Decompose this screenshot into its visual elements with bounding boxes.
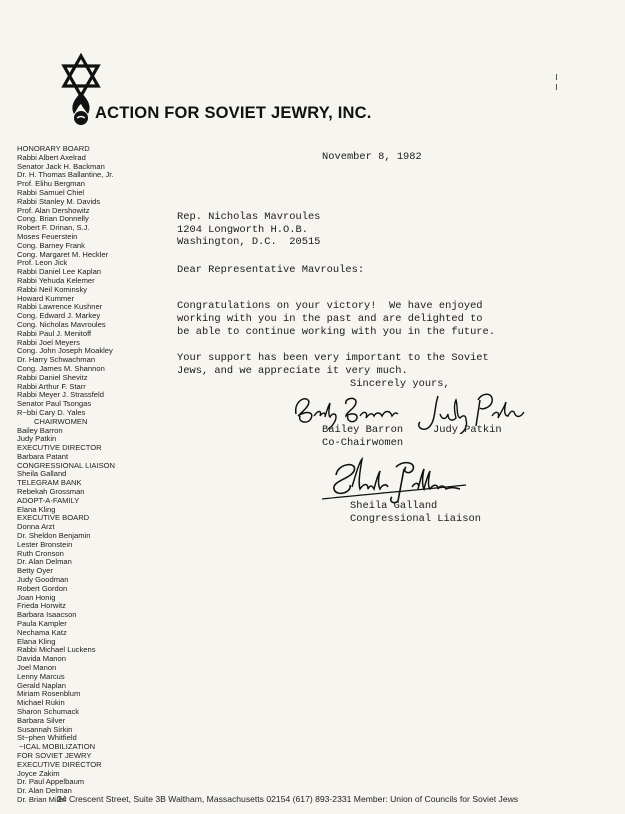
board-member-name: Cong. Margaret M. Heckler (17, 250, 109, 259)
board-member-name: Judy Goodman (17, 576, 69, 585)
board-group-heading: HONORARY BOARD (17, 145, 90, 153)
board-member-name: FOR SOVIET JEWRY (17, 751, 92, 760)
signer-barron (322, 424, 403, 449)
board-group (17, 514, 167, 743)
paragraph-line: Congratulations on your victory! We have enjoyed (177, 300, 483, 312)
board-member-name: Lenny Marcus (17, 672, 65, 681)
closing: Sincerely yours, (350, 378, 450, 390)
board-group (17, 145, 167, 418)
paragraph-line: working with you in the past and are delighted to (177, 313, 483, 325)
board-group-heading: ~ICAL MOBILIZATION (19, 743, 96, 752)
board-member-name: Barbara Isaacson (17, 611, 77, 620)
board-group (17, 497, 167, 515)
board-member-name: Michael Rukin (17, 699, 65, 708)
board-member-name: Rabbi Lawrence Kushner (17, 303, 103, 312)
recipient-address (177, 211, 320, 249)
board-group (17, 444, 167, 462)
board-member-name: Robert F. Drinan, S.J. (17, 224, 90, 233)
board-member-name: Rabbi Albert Axelrad (17, 153, 86, 162)
board-group (17, 743, 167, 761)
board-member-name: Rabbi Paul J. Menitoff (17, 329, 92, 338)
paragraph-line: be able to continue working with you in the future. (177, 326, 496, 338)
signer-title: Co-Chairwomen (322, 436, 404, 449)
board-group (17, 462, 167, 480)
board-member-name: R~bbi Cary D. Yales (17, 408, 86, 417)
board-member-name: Rabbi Michael Luckens (17, 646, 96, 655)
board-member-name: Rabbi Neil Kominsky (17, 285, 88, 294)
board-member-name: Howard Kummer (17, 294, 74, 303)
board-member-name: Robert Gordon (17, 584, 68, 593)
board-member-name: Lester Bronstein (17, 540, 73, 549)
board-member-name: Senator Jack H. Backman (17, 162, 105, 171)
board-member-name: Dr. Harry Schwachman (17, 356, 96, 365)
recipient-line: Washington, D.C. 20515 (177, 236, 321, 249)
board-group-heading: EXECUTIVE DIRECTOR (17, 444, 102, 453)
board-member-name: Cong. James M. Shannon (17, 364, 105, 373)
board-member-name: Senator Paul Tsongas (17, 400, 92, 409)
board-member-name: Dr. Alan Delman (17, 787, 72, 796)
board-member-name: Cong. John Joseph Moakley (17, 347, 113, 356)
board-member-name: Rabbi Meyer J. Strassfeld (17, 391, 104, 400)
board-member-name: Ruth Cronson (17, 549, 64, 558)
board-member-name: Rabbi Stanley M. Davids (17, 197, 101, 206)
board-member-name: Miriam Rosenblum (17, 690, 81, 699)
board-member-name: Rabbi Daniel Lee Kaplan (17, 268, 102, 277)
signer-name: Sheila Galland (350, 500, 438, 512)
board-member-name: Rabbi Daniel Shevitz (17, 373, 88, 382)
board-member-name: Cong. Nicholas Mavroules (17, 320, 106, 329)
board-member-name: Cong. Edward J. Markey (17, 312, 101, 321)
board-member-name: Moses Feuerstein (17, 232, 78, 241)
board-member-name: Rabbi Samuel Chiel (17, 188, 85, 197)
board-member-name: Dr. Sheldon Benjamin (17, 532, 91, 541)
board-member-name: Sheila Galland (17, 470, 67, 479)
board-member-name: Prof. Alan Dershowitz (17, 206, 90, 215)
board-member-name: Gerald Naplan (17, 681, 66, 690)
board-member-name: Davida Manon (17, 655, 66, 664)
board-member-name: Sharon Schumack (17, 708, 80, 716)
organization-name: ACTION FOR SOVIET JEWRY, INC. (95, 104, 372, 122)
board-group-heading: CONGRESSIONAL LIAISON (17, 461, 116, 470)
signer-patkin: Judy Patkin (433, 424, 502, 436)
paragraph-line: Your support has been very important to the Soviet (177, 352, 489, 364)
board-member-name: Prof. Leon Jick (17, 259, 68, 268)
board-member-name: Joyce Zakim (17, 769, 60, 778)
board-member-name: Rebekah Grossman (17, 488, 85, 497)
signer-name: Bailey Barron (322, 424, 404, 436)
signer-title: Congressional Liaison (350, 512, 481, 525)
board-member-name: Nechama Katz (17, 628, 67, 637)
board-member-name: Barbara Patant (17, 452, 69, 461)
paragraph-congratulations (177, 300, 495, 339)
salutation: Dear Representative Mavroules: (177, 264, 365, 276)
board-member-name: Rabbi Joel Meyers (17, 338, 80, 347)
recipient-line: Rep. Nicholas Mavroules (177, 211, 321, 223)
signer-galland (350, 500, 481, 525)
board-member-name: Barbara Silver (17, 716, 66, 725)
board-member-name: St~phen Whitfield (17, 734, 77, 743)
board-member-name: Donna Arzt (17, 523, 55, 532)
board-member-name: Cong. Brian Donnelly (17, 215, 89, 224)
board-member-name: Dr. Paul Appelbaum (17, 778, 85, 787)
board-member-name: Susannah Sirkin (17, 725, 73, 734)
board-member-name: Rabbi Arthur F. Starr (17, 382, 86, 391)
board-group-heading: TELEGRAM BANK (17, 479, 82, 488)
board-member-name: Frieda Horwitz (17, 602, 66, 611)
board-group-heading: EXECUTIVE DIRECTOR (17, 760, 102, 769)
board-member-name: Joan Honig (17, 593, 56, 602)
board-member-name: Dr. H. Thomas Ballantine, Jr. (17, 171, 114, 180)
board-member-name: Elana Kling (17, 637, 56, 646)
board-group-heading: ADOPT-A-FAMILY (17, 496, 80, 505)
letter-date: November 8, 1982 (322, 151, 422, 163)
paragraph-support (177, 352, 489, 378)
board-member-name: Joel Manon (17, 664, 57, 673)
board-member-name: Elana Kling (17, 505, 56, 514)
board-member-name: Judy Patkin (17, 435, 57, 444)
board-listing (17, 145, 167, 805)
board-member-name: Cong. Barney Frank (17, 241, 85, 250)
board-group (17, 418, 167, 444)
board-member-name: Dr. Brian Miller (17, 795, 67, 804)
board-member-name: Rabbi Yehuda Kelemer (17, 276, 95, 285)
board-group (17, 479, 167, 497)
page-marks (556, 74, 560, 94)
letterhead-footer: 24 Crescent Street, Suite 3B Waltham, Massachusetts 02154 (617) 893-2331 Member: Union of Councils for Soviet Jews (57, 794, 519, 804)
recipient-line: 1204 Longworth H.O.B. (177, 223, 308, 236)
paragraph-line: Jews, and we appreciate it very much. (177, 365, 408, 377)
board-member-name: Paula Kampler (17, 620, 67, 629)
board-group-heading: EXECUTIVE BOARD (17, 514, 90, 523)
board-member-name: Bailey Barron (17, 426, 63, 435)
board-member-name: Betty Oyer (17, 567, 53, 576)
board-member-name: Dr. Alan Delman (17, 558, 72, 567)
board-group-heading: CHAIRWOMEN (34, 417, 88, 426)
board-member-name: Prof. Elihu Bergman (17, 180, 85, 189)
